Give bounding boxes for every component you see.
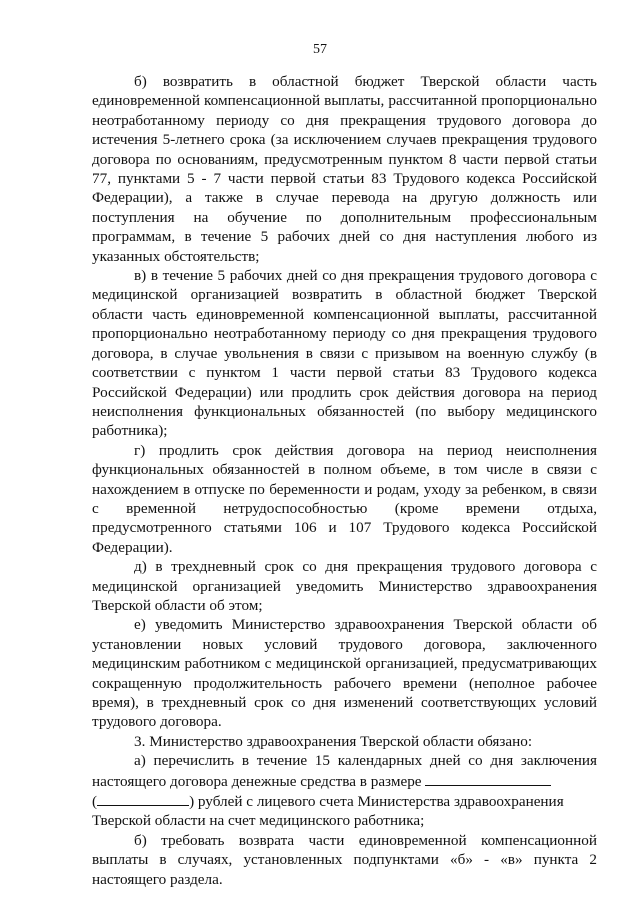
text-line: установлении новых условий трудового договора, заключенного [92,635,597,653]
text-line: договора по основаниям, предусмотренным пунктом 8 части первой статьи [92,150,597,168]
text-line: выплаты в случаях, установленных подпунктами «б» - «в» пункта 2 [92,851,597,869]
paragraph-e [92,615,597,731]
paragraph-g [92,441,597,557]
text-line: Тверской области на счет медицинского работника; [92,812,425,830]
text-line: настоящего раздела. [92,870,223,888]
amount-blank [425,771,551,786]
text-line: медицинским работником с медицинской организацией, предусматривающих [92,655,597,673]
text-line: е) уведомить Министерство здравоохранения Тверской области об [134,616,597,634]
text-line: медицинской организацией уведомить Министерство здравоохранения [92,577,597,595]
text-line: единовременной компенсационной выплаты, рассчитанной пропорционально [92,92,597,110]
text-line: неотработанному периоду со дня прекращения трудового договора до [92,111,597,129]
paragraph-3a [92,751,597,831]
text-line: Российской Федерации) или продлить срок действия договора на период [92,383,597,401]
text-line: договора, в случае увольнения в связи с призывом на военную службу (в [92,344,597,362]
text-line: в) в течение 5 рабочих дней со дня прекращения трудового договора с [134,267,597,285]
paragraph-v [92,266,597,441]
text-line: предусмотренного статьями 106 и 107 Трудового кодекса Российской [92,519,597,537]
text-line: указанных обстоятельств; [92,247,260,265]
text-line: 77, пунктами 5 - 7 части первой статьи 83 Трудового кодекса Российской [92,170,597,188]
text-line: с временной нетрудоспособностью (кроме времени отдыха, [92,499,597,517]
text-line: работника); [92,422,168,440]
text-line: б) требовать возврата части единовременной компенсационной [134,831,597,849]
text-line: программам, в течение 5 рабочих дней со дня наступления любого из [92,228,597,246]
text-line: 3. Министерство здравоохранения Тверской области обязано: [134,732,533,750]
text-line: пропорционально неотработанному периоду со дня прекращения трудового [92,325,597,343]
text-line: а) перечислить в течение 15 календарных дней со дня заключения [134,752,597,770]
paragraph-d [92,557,597,615]
open-paren: ( [92,793,98,811]
text-line: области часть единовременной компенсационной выплаты, рассчитанной [92,305,597,323]
text-line: сокращенную продолжительность рабочего времени (неполное рабочее [92,674,597,692]
text-line: трудового договора. [92,713,222,731]
text-line: время), в трехдневный срок со дня изменений соответствующих условий [92,694,597,711]
section-3-heading [92,732,597,751]
page-number: 57 [313,42,327,57]
amount-words-blank [97,791,189,806]
text-line: г) продлить срок действия договора на период неисполнения [134,441,597,459]
text-line: поступления на обучение по дополнительным профессиональным [92,208,597,226]
text-line: нахождением в отпуске по беременности и родам, уходу за ребенком, в связи [92,480,597,498]
text-line: Федерации). [92,538,173,556]
amount-line-text: настоящего договора денежные средства в размере [92,772,422,790]
text-line [92,791,597,811]
text-line: б) возвратить в областной бюджет Тверской области часть [134,73,597,90]
text-line: Тверской области об этом; [92,596,263,614]
text-line: Федерации), а также в случае перевода на другую должность или [92,189,597,207]
text-line: истечения 5-летнего срока (за исключением случаев прекращения трудового [92,131,597,149]
text-line: медицинской организацией возвратить в областной бюджет Тверской [92,286,597,304]
paragraph-3b [92,831,597,889]
paragraph-b [92,72,597,266]
text-line: д) в трехдневный срок со дня прекращения трудового договора с [134,558,597,576]
document-body [92,72,597,889]
rubles-text: ) рублей с лицевого счета Министерства здравоохранения [189,793,564,811]
text-line: неисполнения функциональных обязанностей (по выбору медицинского [92,402,597,420]
text-line [92,771,597,791]
text-line: функциональных обязанностей в полном объеме, в том числе в связи с [92,461,597,479]
text-line: соответствии с пунктом 1 части первой статьи 83 Трудового кодекса [92,364,597,382]
